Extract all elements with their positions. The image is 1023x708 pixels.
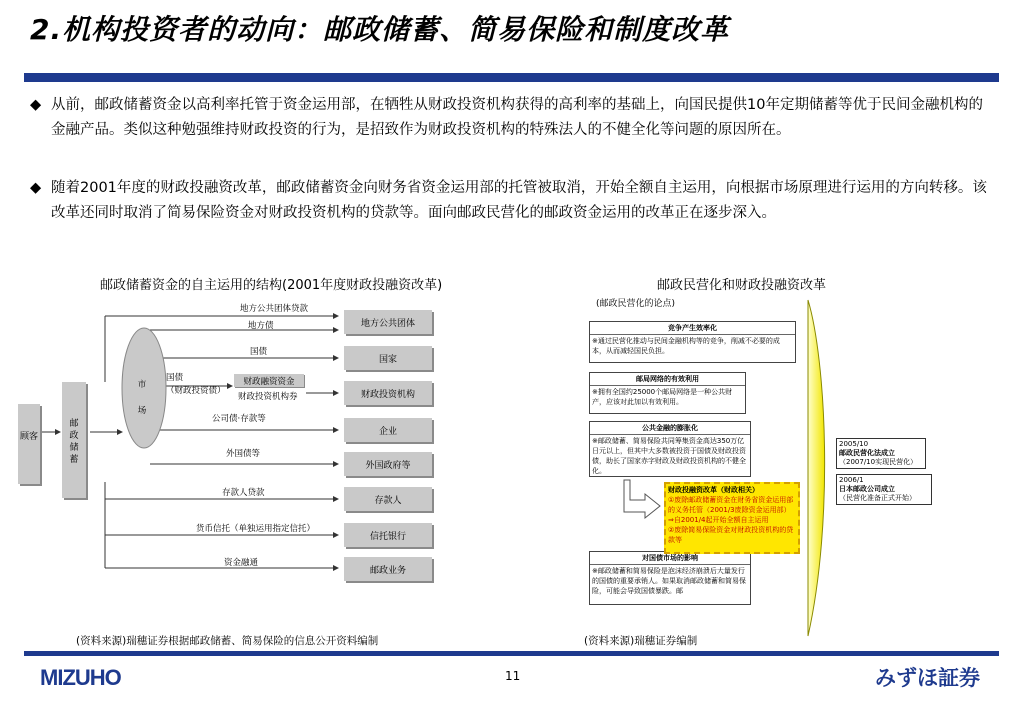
postal-savings-label: 邮政储蓄 <box>69 419 79 465</box>
point-head: 邮局网络的有效利用 <box>590 373 745 386</box>
milestone-date: 2005/10 <box>839 440 869 448</box>
flow-label: 存款人贷款 <box>222 488 265 498</box>
milestone-box-1 <box>836 438 926 469</box>
milestone-date: 2006/1 <box>839 476 864 484</box>
flow-label: 资金融通 <box>224 558 259 568</box>
point-body: ※拥有全国约25000个邮局网络是一种公共财产，应该对此加以有效利用。 <box>592 388 733 406</box>
target-box: 存款人 <box>344 487 432 511</box>
jgb-label: 国债 （财政投资债） <box>166 373 226 396</box>
page-title: 2.机构投资者的动向：邮政储蓄、简易保险和制度改革 <box>30 13 730 46</box>
point-body: ※邮政储蓄和简易保险是泡沫经济崩溃后大量发行的国债的重要承销人。如果取消邮政储蓄和简易保险，可能会导致国债暴跌。邮 <box>592 567 746 595</box>
right-diagram-subtitle: (邮政民营化的论点) <box>596 299 676 309</box>
target-box: 企业 <box>344 418 432 442</box>
milestone-note: （2007/10实现民营化） <box>839 458 918 466</box>
milestone-title: 邮政民营化法成立 <box>839 449 895 457</box>
bullet-text: 从前，邮政储蓄资金以高利率托管于资金运用部，在牺牲从财政投资机构获得的高利率的基础上，向国民提供10年定期储蓄等优于民间金融机构的金融产品。类似这种勉强维持财政投资的行为，是招致作为财政投资机构的特殊法人的不健全化等问题的原因所在。 <box>51 97 983 138</box>
milestone-title: 日本邮政公司成立 <box>839 485 895 493</box>
target-box: 信托银行 <box>344 523 432 547</box>
bent-arrow-icon <box>624 480 660 518</box>
customer-label: 顾客 <box>19 432 38 442</box>
diamond-bullet-icon: ◆ <box>30 180 42 196</box>
page-number: 11 <box>505 669 521 683</box>
right-diagram-title: 邮政民营化和财政投融资改革 <box>657 278 827 293</box>
target-box: 国家 <box>344 346 432 370</box>
flow-label: 地方债 <box>248 321 274 331</box>
fiscal-fund-box: 财政融资资金 <box>234 374 304 387</box>
reform-title: 财政投融资改革（财政相关） <box>668 486 759 494</box>
milestone-note: （民营化准备正式开始） <box>839 494 916 502</box>
mizuho-logo: MIZUHO <box>40 665 121 690</box>
reform-item: ①废除邮政储蓄资金在财务省资金运用部的义务托管（2001/3废除资金运用部） <box>668 496 794 514</box>
reform-item: ②废除简易保险资金对财政投资机构的贷款等 <box>668 526 794 544</box>
target-box: 邮政业务 <box>344 557 432 581</box>
point-head: 竞争产生效率化 <box>590 322 795 335</box>
point-body: ※邮政储蓄、简易保险共同筹集资金高达350万亿日元以上，但其中大多数被投资于国债及财政投资债，助长了国家赤字财政及财政投资机构的不健全化。 <box>592 437 746 475</box>
target-box: 财政投资机构 <box>344 381 432 405</box>
flow-label: 外国债等 <box>226 449 261 459</box>
mizuho-securities-logo: みずほ証券 <box>875 666 980 690</box>
bullet-text: 随着2001年度的财政投融资改革，邮政储蓄资金向财务省资金运用部的托管被取消，开始全额自主运用，向根据市场原理进行运用的方向转移。该改革还同时取消了简易保险资金对财政投资机构的贷款等。面向邮政民营化的邮政资金运用的改革正在逐步深入。 <box>51 180 987 221</box>
right-source-note: (资料来源)瑞穗证券编制 <box>584 635 698 647</box>
left-diagram-title: 邮政储蓄资金的自主运用的结构(2001年度财政投融资改革) <box>100 278 443 293</box>
target-box: 地方公共团体 <box>344 310 432 334</box>
fiscal-reform-box <box>664 482 800 554</box>
progress-arrow-shape <box>808 300 825 636</box>
fiscal-bond-label: 财政投资机构券 <box>238 392 298 402</box>
market-label: 市场 <box>137 380 147 416</box>
left-source-note: (资料来源)瑞穗证券根据邮政储蓄、简易保险的信息公开资料编制 <box>76 635 379 647</box>
diamond-bullet-icon: ◆ <box>30 97 42 113</box>
flow-label: 国债 <box>250 347 268 357</box>
point-head: 公共金融的膨胀化 <box>590 422 750 435</box>
reform-item: ⇒自2001/4起开始全额自主运用 <box>668 516 769 524</box>
footer-rule <box>24 651 999 656</box>
target-box: 外国政府等 <box>344 452 432 476</box>
point-head: 对国债市场的影响 <box>590 552 750 565</box>
local-loan-label: 地方公共团体贷款 <box>240 304 309 314</box>
flow-label: 公司债·存款等 <box>212 414 266 424</box>
flow-label: 货币信托（单独运用指定信托） <box>196 524 316 534</box>
milestone-box-2 <box>836 474 932 505</box>
point-body: ※通过民营化推动与民间金融机构等的竞争，削减不必要的成本，从而减轻国民负担。 <box>592 337 780 355</box>
